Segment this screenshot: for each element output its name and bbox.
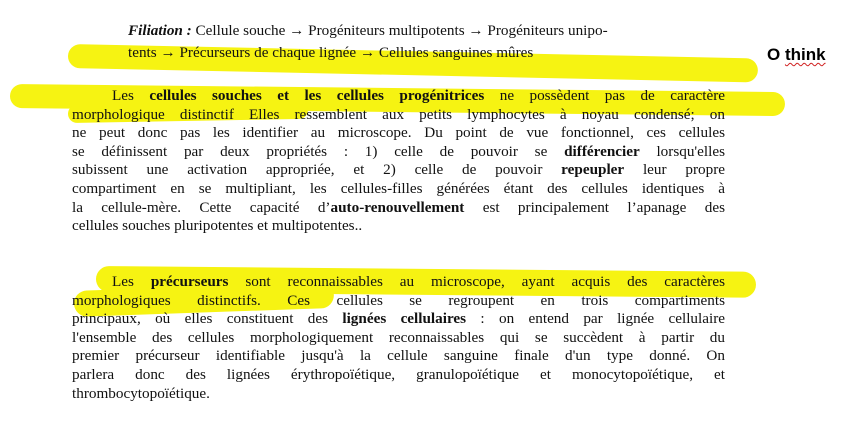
p1-line-6: compartiment en se multipliant, les cellules-filles générées étant des cellules identiques à: [72, 179, 725, 197]
p1-line-8: cellules souches pluripotentes et multipotentes..: [72, 217, 363, 235]
p2-line-2: morphologiques distinctifs. Ces cellules se regroupent en trois compartiments: [72, 291, 725, 309]
p1-line-4: [72, 143, 725, 162]
p1-bold-term: auto-renouvellement: [330, 198, 465, 216]
p2-line-4: l'ensemble des cellules morphologiquement reconnaissables qui se succèdent à partir du: [72, 328, 725, 346]
p1-line-5: [72, 161, 725, 180]
p1-line-2: morphologique distinctif Elles ressemblent aux petits lymphocytes à noyau condensé; on: [72, 105, 725, 123]
side-note-prefix: O: [767, 45, 785, 64]
filiation-chain-part-1: Cellule souche → Progéniteurs multipotents → Progéniteurs unipo-: [195, 22, 608, 39]
filiation-chain-part-2: tents → Précurseurs de chaque lignée → Cellules sanguines mûres: [128, 44, 534, 61]
filiation-block: [128, 20, 708, 64]
filiation-line-1: [128, 20, 708, 42]
p1-text: subissent une activation appropriée, et 2) celle de pouvoir: [72, 161, 562, 179]
p1-text: leur propre: [624, 161, 725, 179]
p1-bold-term: cellules souches et les cellules progénitrices: [149, 87, 485, 104]
p1-text: ne possèdent pas de caractère: [484, 87, 725, 104]
p2-text: principaux, où elles constituent des: [72, 310, 343, 328]
p1-bold-term: différencier: [564, 142, 640, 160]
p1-text: lorsqu'elles: [639, 142, 726, 160]
p2-line-6: parlera donc des lignées érythropoïétique, granulopoïétique et monocytopoïétique, et: [72, 365, 725, 383]
side-note: [767, 45, 826, 65]
p1-text: la cellule-mère. Cette capacité d’: [72, 198, 331, 216]
filiation-line-2: [128, 42, 708, 64]
p1-text: se définissent par deux propriétés : 1) celle de pouvoir se: [72, 142, 565, 160]
p1-text: est principalement l’apanage des: [464, 198, 725, 216]
p1-line-7: [72, 199, 725, 218]
p1-bold-term: repeupler: [561, 161, 625, 179]
p2-text: : on entend par lignée cellulaire: [466, 310, 726, 328]
p2-line-7: thrombocytopoïétique.: [72, 384, 210, 402]
p1-line-1: [72, 87, 725, 106]
paragraph-precursors: [72, 273, 725, 403]
paragraph-stem-cells: [72, 87, 725, 236]
p2-bold-term: précurseurs: [150, 273, 229, 290]
p1-line-3: ne peut donc pas les identifier au microscope. Du point de vue fonctionnel, ces cellules: [72, 124, 725, 142]
p2-bold-term: lignées cellulaires: [342, 310, 467, 328]
p2-line-1: [72, 273, 725, 292]
filiation-label: Filiation :: [128, 22, 192, 39]
p2-line-5: premier précurseur identifiable jusqu'à la cellule sanguine finale d'un type donné. On: [72, 347, 725, 365]
p2-text: sont reconnaissables au microscope, ayant acquis des caractères: [228, 273, 725, 290]
p2-line-3: [72, 310, 725, 329]
p1-text: Les: [112, 87, 150, 104]
side-note-misspelled-word: think: [784, 45, 826, 64]
p2-text: Les: [112, 273, 151, 290]
